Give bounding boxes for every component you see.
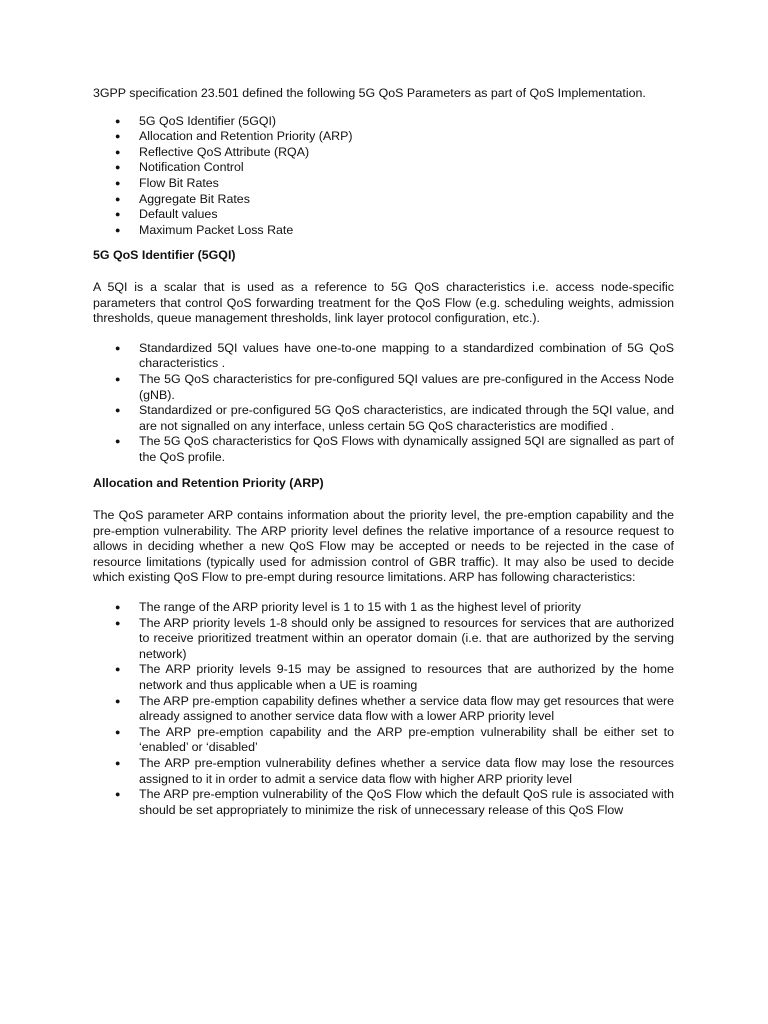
list-item: ● 5G QoS Identifier (5GQI) [115,113,277,128]
list-item: ● Standardized or pre-configured 5G QoS characteristics, are indicated through the 5QI value, and are not signalled on any interface, unless certain 5G QoS characteristics are modified . [115,403,674,433]
bullet-icon: ● [115,695,121,706]
list-item: ● Reflective QoS Attribute (RQA) [115,144,310,159]
list-item: ● Maximum Packet Loss Rate [115,222,294,237]
list-item: ● The ARP pre-emption vulnerability defines whether a service data flow may lose the resources assigned to it in order to admit a service data flow with higher ARP priority level [115,755,674,786]
bullet-icon: ● [115,373,121,384]
list-item: ● The ARP priority levels 9-15 may be assigned to resources that are authorized by the home network and thus applicable when a UE is roaming [115,662,674,692]
bullet-icon: ● [115,224,121,235]
list-item: ● Flow Bit Rates [115,175,219,190]
bullet-icon: ● [115,789,121,800]
list-item: ● Allocation and Retention Priority (ARP) [115,129,353,144]
list-item: ● The ARP pre-emption vulnerability of the QoS Flow which the default QoS rule is associated with should be set appropriately to minimize the risk of unnecessary release of this QoS Flow [115,787,674,817]
list-item: ● The 5G QoS characteristics for QoS Flows with dynamically assigned 5QI are signalled as part of the QoS profile. [115,434,674,464]
section-paragraph-5gqi: A 5QI is a scalar that is used as a reference to 5G QoS characteristics i.e. access node-specific parameters that control QoS forwarding treatment for the QoS Flow (e.g. scheduling weights, admission thresholds, queue management thresholds, link layer protocol configuration, etc.). [93,279,674,326]
bullet-icon: ● [115,209,121,220]
list-item: ● Aggregate Bit Rates [115,191,250,206]
5gqi-bullet-list [93,341,674,466]
bullet-icon: ● [115,436,121,447]
list-item: ● The ARP pre-emption capability and the ARP pre-emption vulnerability shall be either set to ‘enabled’ or ‘disabled’ [115,724,674,755]
section-heading-arp: Allocation and Retention Priority (ARP) [93,476,324,491]
qos-parameter-list [93,114,674,239]
intro-paragraph: 3GPP specification 23.501 defined the following 5G QoS Parameters as part of QoS Implementation. [93,86,646,100]
bullet-icon: ● [115,664,121,675]
list-item: ● The range of the ARP priority level is 1 to 15 with 1 as the highest level of priority [115,600,581,615]
list-item: ● Default values [115,207,218,222]
list-item: ● Standardized 5QI values have one-to-one mapping to a standardized combination of 5G QoS characteristics . [115,340,674,371]
list-item: ● The ARP priority levels 1-8 should only be assigned to resources for services that are authorized to receive prioritized treatment within an operator domain (i.e. that are authorized by the serving network) [115,615,674,661]
bullet-icon: ● [115,726,121,737]
arp-bullet-list [93,600,674,818]
section-paragraph-arp: The QoS parameter ARP contains information about the priority level, the pre-emption capability and the pre-emption vulnerability. The ARP priority level defines the relative importance of a resource request to allows in deciding whether a new QoS Flow may be accepted or needs to be rejected in the case of resource limitations (typically used for admission control of GBR traffic). It may also be used to decide which existing QoS Flow to pre-empt during resource limitations. ARP has following characteristics: [93,508,674,585]
section-heading-5gqi: 5G QoS Identifier (5GQI) [93,248,236,263]
bullet-icon: ● [115,342,121,353]
list-item: ● The 5G QoS characteristics for pre-configured 5QI values are pre-configured in the Access Node (gNB). [115,371,674,402]
bullet-icon: ● [115,405,121,416]
list-item: ● The ARP pre-emption capability defines whether a service data flow may get resources that were already assigned to another service data flow with a lower ARP priority level [115,693,674,724]
bullet-icon: ● [115,602,121,613]
bullet-icon: ● [115,131,121,142]
bullet-icon: ● [115,617,121,628]
bullet-icon: ● [115,146,121,157]
document-body [93,86,674,818]
bullet-icon: ● [115,162,121,173]
bullet-icon: ● [115,177,121,188]
bullet-icon: ● [115,115,121,126]
bullet-icon: ● [115,193,121,204]
bullet-icon: ● [115,757,121,768]
list-item: ● Notification Control [115,160,244,175]
